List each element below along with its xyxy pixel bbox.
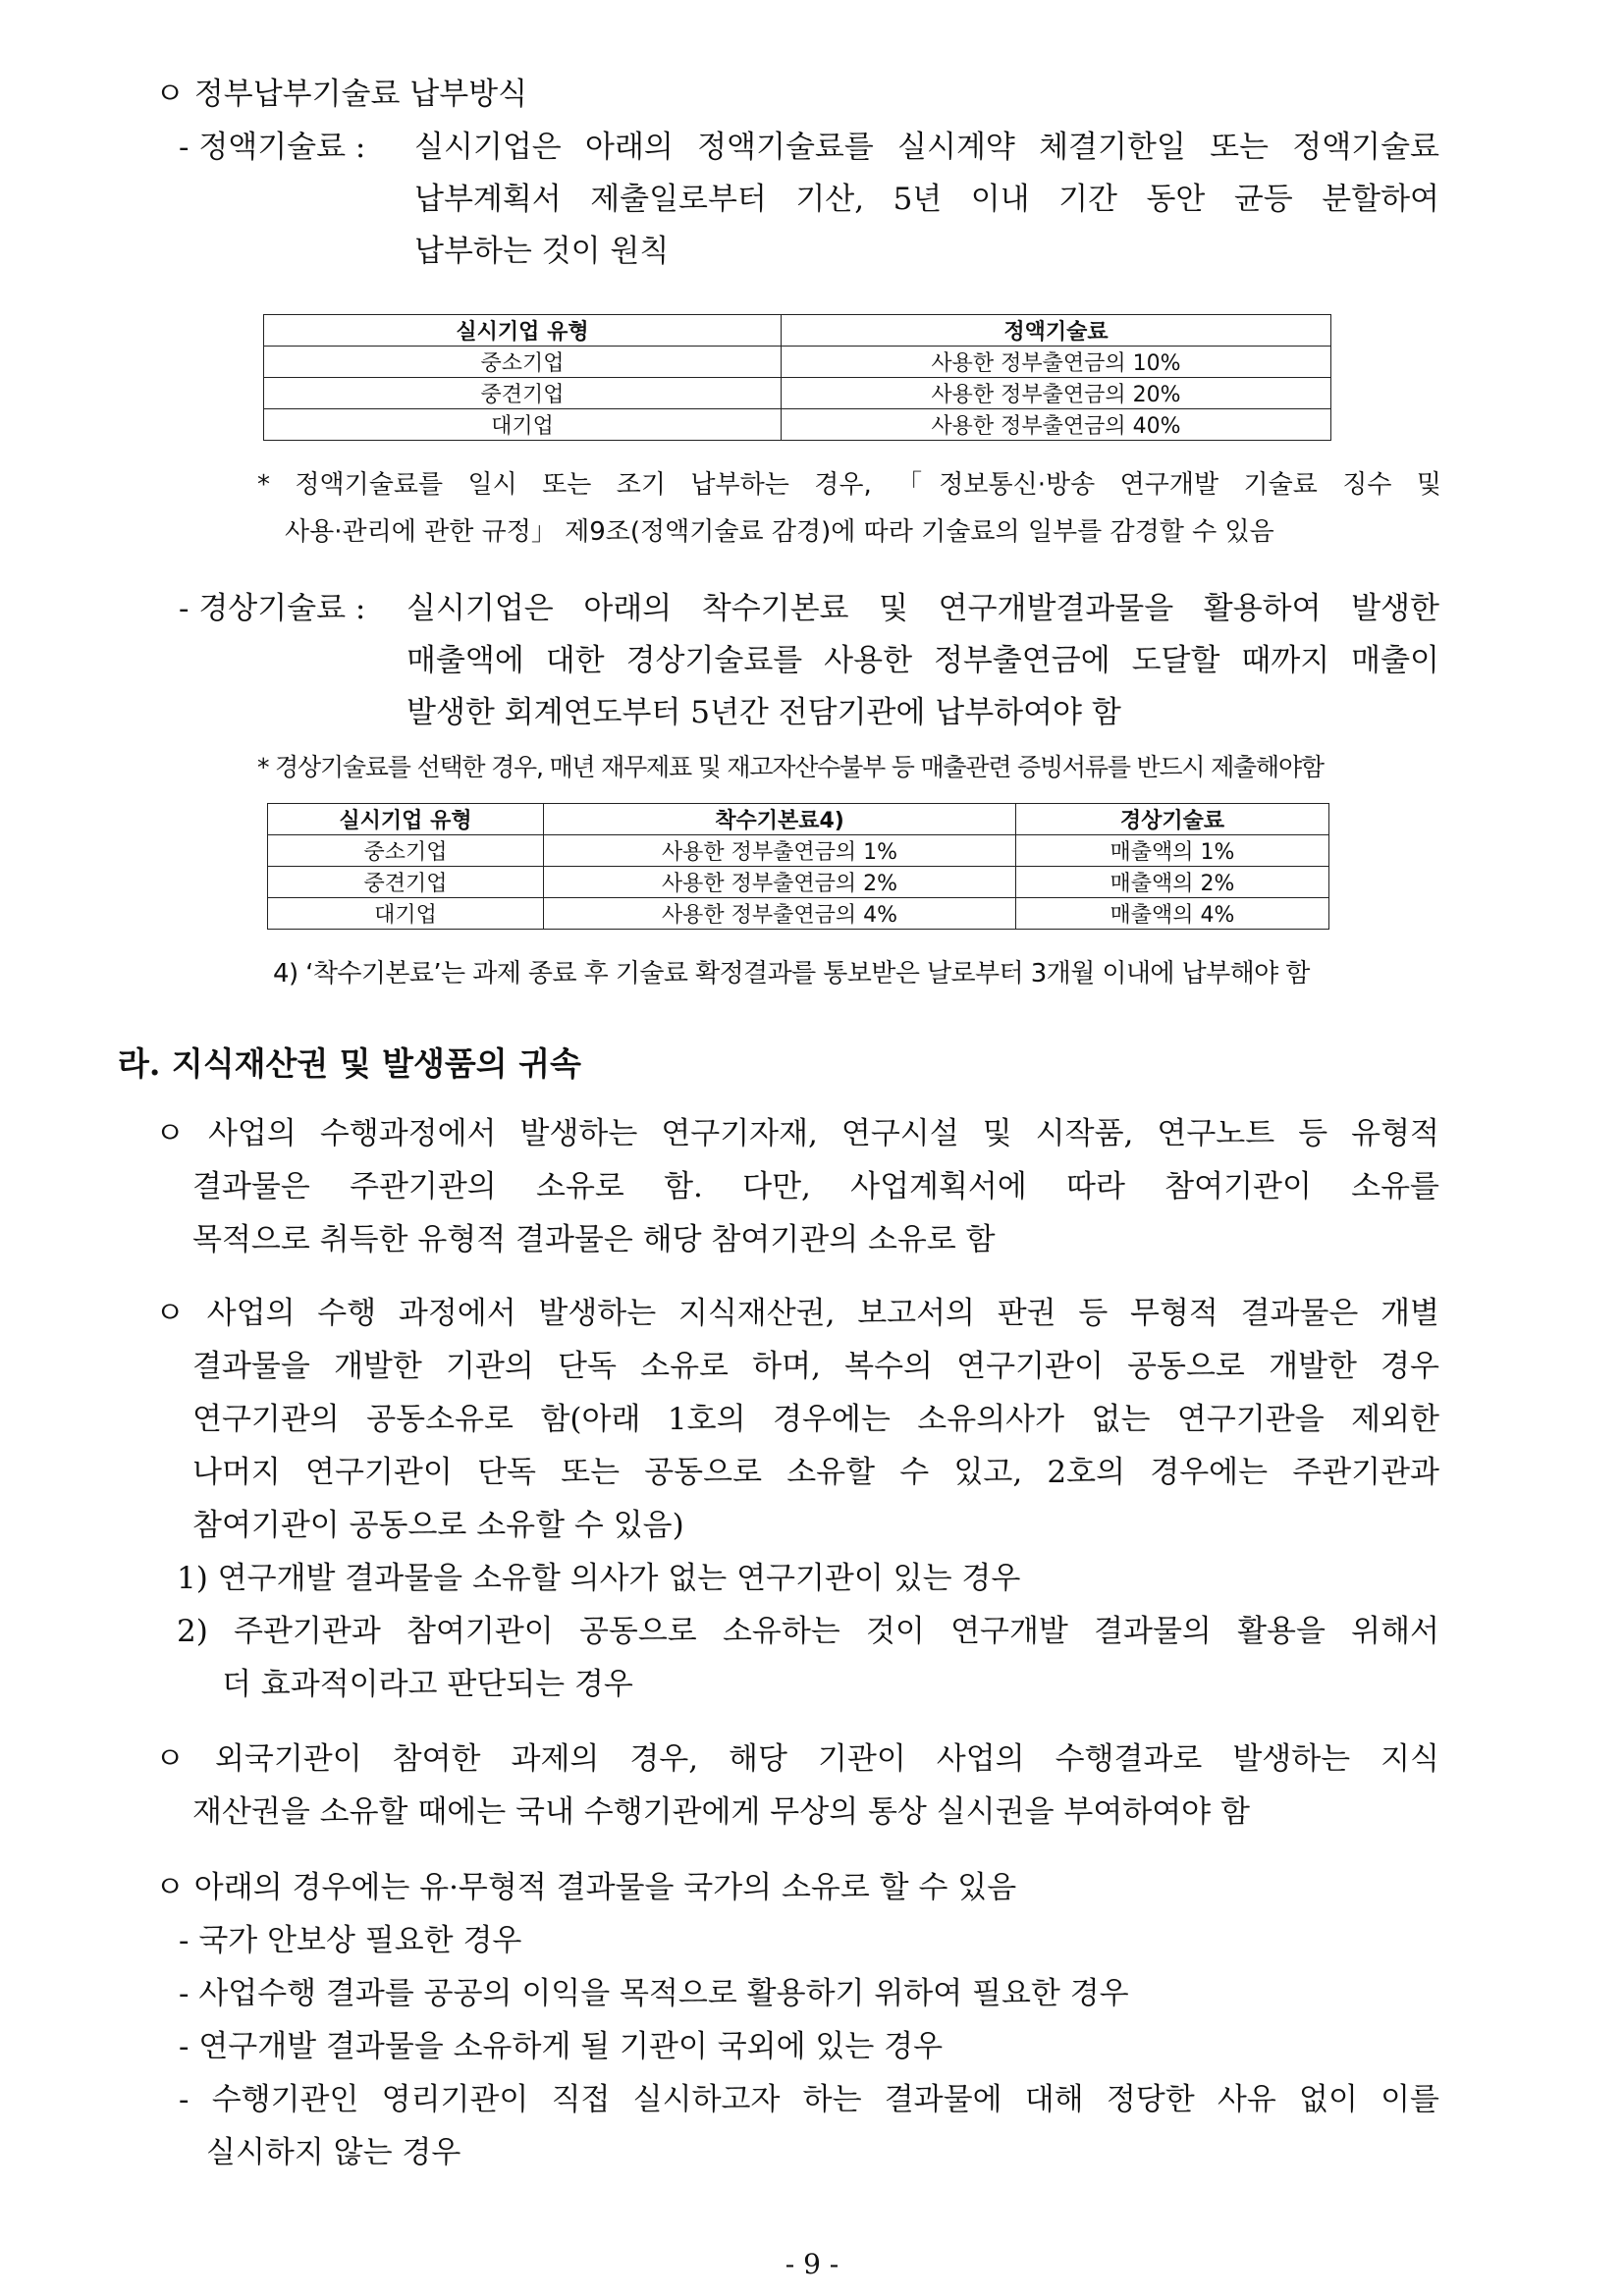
ip-item-2: 2) 주관기관과 참여기관이 공동으로 소유하는 것이 연구개발 결과물의 활용을 위해서 (177, 1614, 1439, 1649)
ip-p3-line-2: 재산권을 소유할 때에는 국내 수행기관에게 무상의 통상 실시권을 부여하여야 함 (192, 1794, 1250, 1830)
page-number: - 9 - (785, 2248, 839, 2280)
table-cell: 사용한 정부출연금의 1% (544, 835, 1016, 867)
table-row (268, 835, 1329, 867)
table-cell: 중소기업 (264, 347, 782, 378)
table-header-row (264, 315, 1331, 347)
royalty-fee-line-3: 발생한 회계연도부터 5년간 전담기관에 납부하여야 함 (406, 695, 1121, 730)
table-cell: 사용한 정부출연금의 2% (544, 867, 1016, 898)
royalty-fee-label: - 경상기술료 : (179, 591, 366, 626)
table-cell: 매출액의 4% (1016, 898, 1329, 930)
ip-p3-line-1: ㅇ 외국기관이 참여한 과제의 경우, 해당 기관이 사업의 수행결과로 발생하는 지식 (155, 1741, 1439, 1777)
royalty-footnote: 4) ‘착수기본료’는 과제 종료 후 기술료 확정결과를 통보받은 날로부터 3개월 이내에 납부해야 함 (273, 959, 1310, 988)
ip-p2-line-5: 참여기관이 공동으로 소유할 수 있음) (192, 1508, 684, 1543)
section-fee-heading: ㅇ 정부납부기술료 납부방식 (155, 77, 528, 112)
section-ip-heading: 라. 지식재산권 및 발생품의 귀속 (118, 1044, 581, 1083)
table-cell: 중견기업 (264, 378, 782, 409)
table-cell: 사용한 정부출연금의 4% (544, 898, 1016, 930)
table-cell: 중소기업 (268, 835, 544, 867)
ip-p1-line-3: 목적으로 취득한 유형적 결과물은 해당 참여기관의 소유로 함 (192, 1222, 996, 1257)
table-header-cell: 착수기본료4) (544, 804, 1016, 835)
ip-item-1: 1) 연구개발 결과물을 소유할 의사가 없는 연구기관이 있는 경우 (177, 1561, 1021, 1596)
table-cell: 대기업 (268, 898, 544, 930)
ip-p4: ㅇ 아래의 경우에는 유·무형적 결과물을 국가의 소유로 할 수 있음 (155, 1870, 1017, 1905)
ip-bullet-2: - 사업수행 결과를 공공의 이익을 목적으로 활용하기 위하여 필요한 경우 (179, 1976, 1129, 2011)
table-header-cell: 실시기업 유형 (264, 315, 782, 347)
table-row (264, 409, 1331, 441)
fixed-fee-line-2: 납부계획서 제출일로부터 기산, 5년 이내 기간 동안 균등 분할하여 (414, 182, 1439, 217)
ip-item-2-cont: 더 효과적이라고 판단되는 경우 (222, 1667, 633, 1702)
table-cell: 매출액의 1% (1016, 835, 1329, 867)
royalty-fee-table (267, 803, 1329, 930)
ip-p2-line-3: 연구기관의 공동소유로 함(아래 1호의 경우에는 소유의사가 없는 연구기관을 제외한 (192, 1402, 1439, 1437)
table-cell: 매출액의 2% (1016, 867, 1329, 898)
table-cell: 중견기업 (268, 867, 544, 898)
table-cell: 대기업 (264, 409, 782, 441)
table-row (264, 378, 1331, 409)
royalty-fee-note: * 경상기술료를 선택한 경우, 매년 재무제표 및 재고자산수불부 등 매출관련 증빙서류를 반드시 제출해야함 (257, 753, 1324, 781)
table-header-cell: 실시기업 유형 (268, 804, 544, 835)
table-row (268, 867, 1329, 898)
fixed-fee-note-1: * 정액기술료를 일시 또는 조기 납부하는 경우, 「정보통신·방송 연구개발 기술료 징수 및 (257, 470, 1441, 500)
fixed-fee-line-3: 납부하는 것이 원칙 (414, 234, 670, 269)
fixed-fee-label: - 정액기술료 : (179, 130, 366, 165)
royalty-fee-line-2: 매출액에 대한 경상기술료를 사용한 정부출연금에 도달할 때까지 매출이 (406, 643, 1439, 678)
ip-bullet-4: - 수행기관인 영리기관이 직접 실시하고자 하는 결과물에 대해 정당한 사유 없이 이를 (179, 2082, 1439, 2117)
table-row (268, 898, 1329, 930)
table-cell: 사용한 정부출연금의 10% (782, 347, 1331, 378)
fixed-fee-table (263, 314, 1331, 441)
ip-p2-line-1: ㅇ 사업의 수행 과정에서 발생하는 지식재산권, 보고서의 판권 등 무형적 결과물은 개별 (155, 1296, 1439, 1331)
table-header-cell: 정액기술료 (782, 315, 1331, 347)
ip-p1-line-1: ㅇ 사업의 수행과정에서 발생하는 연구기자재, 연구시설 및 시작품, 연구노트 등 유형적 (155, 1116, 1439, 1151)
ip-bullet-4-cont: 실시하지 않는 경우 (206, 2135, 461, 2170)
ip-p2-line-4: 나머지 연구기관이 단독 또는 공동으로 소유할 수 있고, 2호의 경우에는 주관기관과 (192, 1455, 1439, 1490)
table-row (264, 347, 1331, 378)
ip-bullet-3: - 연구개발 결과물을 소유하게 될 기관이 국외에 있는 경우 (179, 2029, 944, 2064)
table-header-cell: 경상기술료 (1016, 804, 1329, 835)
ip-p1-line-2: 결과물은 주관기관의 소유로 함. 다만, 사업계획서에 따라 참여기관이 소유를 (192, 1169, 1439, 1204)
table-cell: 사용한 정부출연금의 40% (782, 409, 1331, 441)
ip-p2-line-2: 결과물을 개발한 기관의 단독 소유로 하며, 복수의 연구기관이 공동으로 개발한 경우 (192, 1349, 1439, 1384)
table-cell: 사용한 정부출연금의 20% (782, 378, 1331, 409)
fixed-fee-note-2: 사용·관리에 관한 규정」 제9조(정액기술료 감경)에 따라 기술료의 일부를 감경할 수 있음 (285, 517, 1274, 547)
royalty-fee-line-1: 실시기업은 아래의 착수기본료 및 연구개발결과물을 활용하여 발생한 (406, 591, 1439, 626)
fixed-fee-line-1: 실시기업은 아래의 정액기술료를 실시계약 체결기한일 또는 정액기술료 (414, 130, 1439, 165)
ip-bullet-1: - 국가 안보상 필요한 경우 (179, 1923, 522, 1958)
table-header-row (268, 804, 1329, 835)
